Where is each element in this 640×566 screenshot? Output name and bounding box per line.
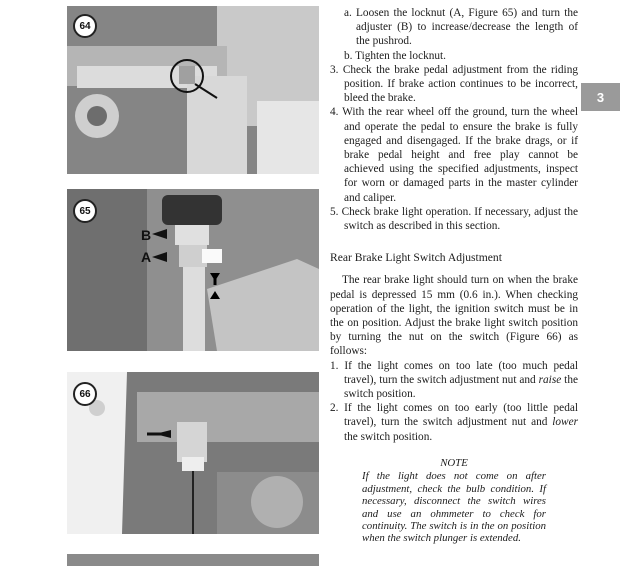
figure-67-photo-partial (67, 554, 319, 566)
note-text: If the light does not come on after adjustment, check the bulb condition. If necessary, disconnect the switch wires and use an ohmmeter to check for continuity. The switch is in the on position when the switch plunger is extended. (362, 470, 546, 545)
adjust-step-1: 1. If the light comes on too late (too much pedal travel), turn the switch adjustment nut and raise the switch position. (330, 359, 578, 401)
figure-64-photo (67, 6, 319, 174)
figure-66-illustration (67, 372, 319, 534)
figure-number-badge: 64 (73, 14, 97, 38)
chapter-tab: 3 (581, 83, 620, 111)
figure-number-badge: 66 (73, 382, 97, 406)
step-3: 3. Check the brake pedal adjustment from the riding position. If brake action continues to be incorrect, bleed the brake. (330, 63, 578, 105)
callout-b: B (141, 227, 152, 243)
note-box (362, 457, 546, 545)
note-title: NOTE (440, 457, 468, 469)
body-text-column (330, 6, 578, 444)
section-heading: Rear Brake Light Switch Adjustment (330, 251, 502, 265)
step-5: 5. Check brake light operation. If necessary, adjust the switch as described in this section. (330, 205, 578, 233)
intro-paragraph: The rear brake light should turn on when the brake pedal is depressed 15 mm (0.6 in.). When checking operation of the light, the ignition switch must be in the on position. Adjust the brake light switch position by turning the nut on the switch (Figure 66) as follows: (330, 274, 578, 358)
figure-65-photo (67, 189, 319, 351)
figure-number-badge: 65 (73, 199, 97, 223)
figure-66-photo (67, 372, 319, 534)
figure-64-illustration (67, 6, 319, 174)
figure-65-illustration (67, 189, 319, 351)
adjust-step-2: 2. If the light comes on too early (too little pedal travel), turn the switch adjustment nut and lower the switch position. (330, 402, 578, 443)
callout-a: A (141, 249, 152, 265)
step-2b: b. Tighten the locknut. (344, 49, 446, 62)
step-2a: a. Loosen the locknut (A, Figure 65) and turn the adjuster (B) to increase/decrease the length of the pushrod. (344, 7, 578, 48)
step-4: 4. With the rear wheel off the ground, turn the wheel and operate the pedal to ensure the brake is fully engaged and disengaged. If the brake drags, or if brake pedal height and free play cannot be achieved using the specified adjustments, inspect for worn or damaged parts in the master cylinder and caliper. (330, 106, 578, 204)
